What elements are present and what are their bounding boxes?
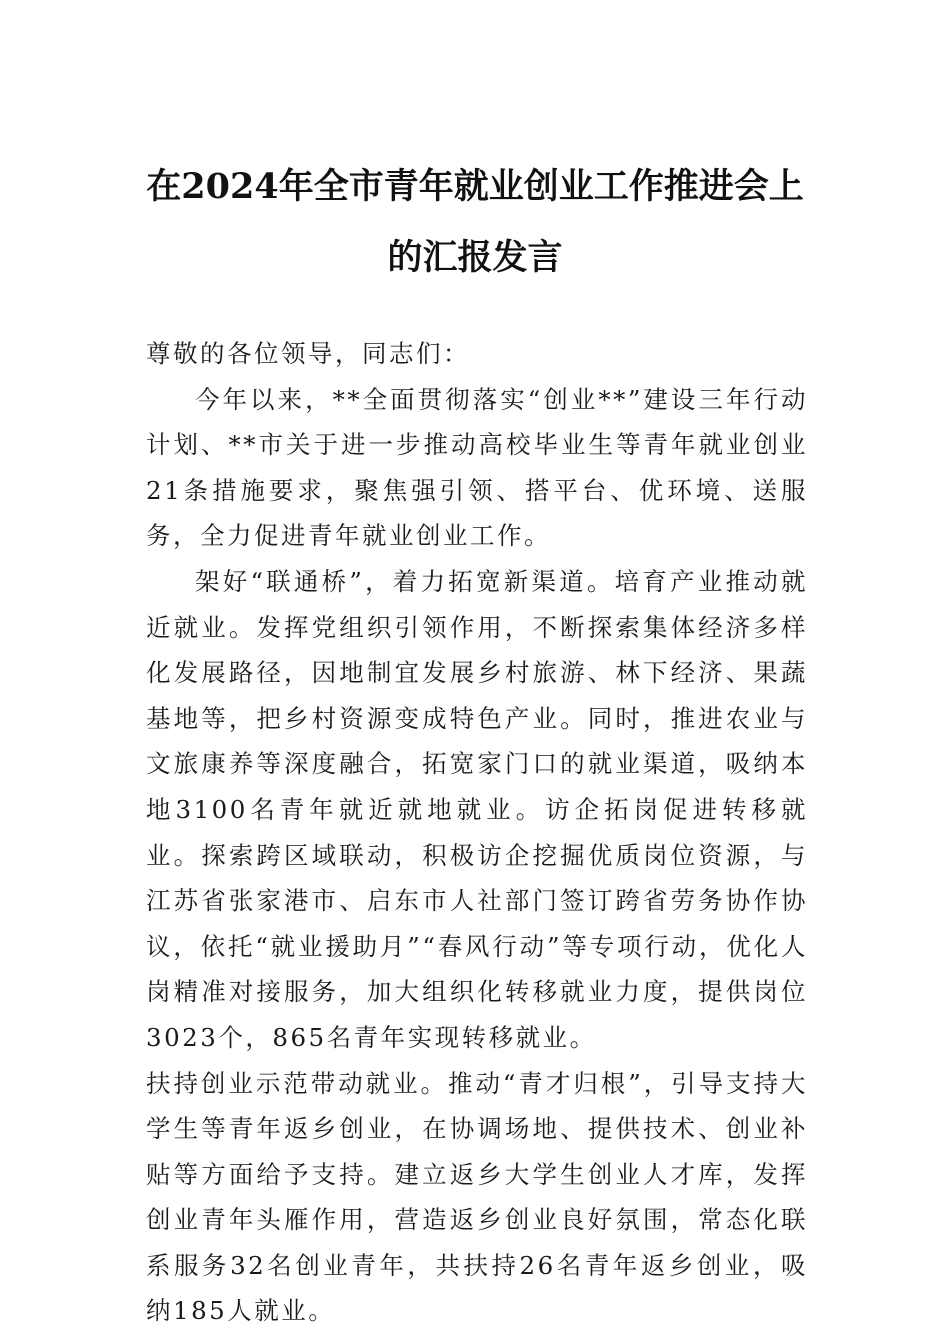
document-body	[146, 331, 808, 1334]
salutation: 尊敬的各位领导，同志们：	[146, 339, 470, 368]
document-title-line-2: 的汇报发言	[387, 237, 563, 278]
paragraph-bridge: 架好“联通桥”，着力拓宽新渠道。培育产业推动就近就业。发挥党组织引领作用，不断探索集体经济多样化发展路径，因地制宜发展乡村旅游、林下经济、果蔬基地等，把乡村资源变成特色产业。同时，推进农业与文旅康养等深度融合，拓宽家门口的就业渠道，吸纳本地3100名青年就近就地就业。访企拓岗促进转移就业。探索跨区域联动，积极访企挖掘优质岗位资源，与江苏省张家港市、启东市人社部门签订跨省劳务协作协议，依托“就业援助月”“春风行动”等专项行动，优化人岗精准对接服务，加大组织化转移就业力度，提供岗位3023个，865名青年实现转移就业。	[146, 566, 808, 1052]
paragraph-intro: 今年以来，**全面贯彻落实“创业**”建设三年行动计划、**市关于进一步推动高校毕业生等青年就业创业21条措施要求，聚焦强引领、搭平台、优环境、送服务，全力促进青年就业创业工作。	[146, 384, 808, 551]
document-title-line-1: 在2024年全市青年就业创业工作推进会上	[146, 166, 804, 207]
paragraph-entrepreneurship: 扶持创业示范带动就业。推动“青才归根”，引导支持大学生等青年返乡创业，在协调场地、提供技术、创业补贴等方面给予支持。建立返乡大学生创业人才库，发挥创业青年头雁作用，营造返乡创业良好氛围，常态化联系服务32名创业青年，共扶持26名青年返乡创业，吸纳185人就业。	[146, 1068, 808, 1326]
